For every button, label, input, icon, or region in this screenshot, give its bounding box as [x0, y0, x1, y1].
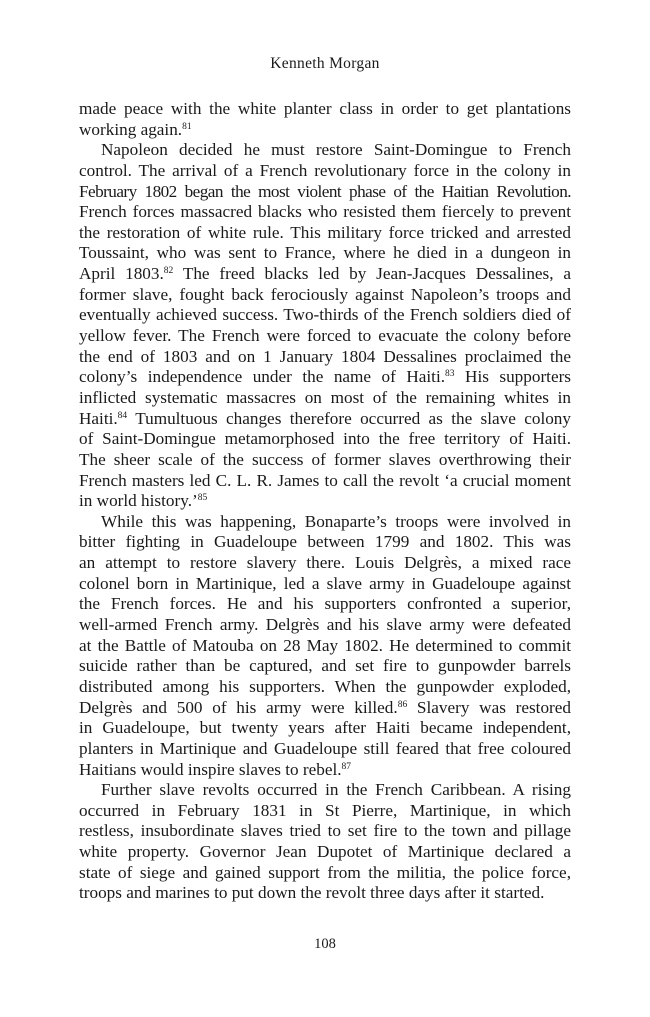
line-text: colonel born in Martinique, led a slave army in Guadeloupe against	[79, 573, 571, 593]
text-line	[79, 182, 571, 203]
text-line	[79, 842, 571, 863]
line-text: in world history.’	[79, 491, 198, 511]
line-text-continued: The freed blacks led by Jean-Jacques Dessalines, a	[173, 264, 571, 284]
body-text	[79, 99, 571, 904]
line-text: The sheer scale of the success of former slaves overthrowing their	[79, 449, 571, 469]
footnote-marker[interactable]: 82	[163, 266, 174, 277]
text-line	[79, 594, 571, 615]
text-line	[79, 532, 571, 553]
line-text: Haiti.	[79, 408, 118, 428]
line-text: state of siege and gained support from the militia, the police force,	[79, 862, 571, 882]
line-text: the end of 1803 and on 1 January 1804 Dessalines proclaimed the	[79, 346, 571, 366]
text-line	[79, 161, 571, 182]
text-line	[79, 99, 571, 120]
text-line	[79, 202, 571, 223]
text-line	[79, 347, 571, 368]
text-line	[79, 698, 571, 719]
line-text: white property. Governor Jean Dupotet of Martinique declared a	[79, 842, 571, 862]
running-head: Kenneth Morgan	[270, 55, 380, 72]
line-text: former slave, fought back ferociously against Napoleon’s troops and	[79, 284, 571, 304]
line-text: Haitians would inspire slaves to rebel.	[79, 759, 342, 779]
text-line	[79, 821, 571, 842]
text-line	[79, 718, 571, 739]
footnote-marker[interactable]: 87	[341, 761, 352, 772]
paragraph	[79, 512, 571, 780]
line-text: eventually achieved success. Two-thirds of the French soldiers died of	[79, 305, 571, 325]
line-text: the restoration of white rule. This military force tricked and arrested	[79, 222, 571, 242]
line-text: French masters led C. L. R. James to call the revolt ‘a crucial moment	[79, 470, 571, 490]
line-text: French forces massacred blacks who resisted them fiercely to prevent	[79, 202, 571, 222]
footnote-marker[interactable]: 86	[397, 699, 408, 710]
text-line	[79, 636, 571, 657]
line-text: colony’s independence under the name of Haiti.	[79, 367, 446, 387]
text-line	[79, 409, 571, 430]
text-line	[79, 305, 571, 326]
line-text: control. The arrival of a French revolutionary force in the colony in	[79, 160, 571, 180]
line-text-continued: Slavery was restored	[407, 697, 571, 717]
line-text: April 1803.	[79, 264, 164, 284]
line-text: troops and marines to put down the revolt three days after it started.	[79, 883, 545, 903]
text-line	[79, 120, 571, 141]
text-line	[79, 388, 571, 409]
line-text: Toussaint, who was sent to France, where he died in a dungeon in	[79, 243, 571, 263]
line-text: Further slave revolts occurred in the French Caribbean. A rising	[101, 780, 571, 800]
page-number: 108	[314, 936, 336, 952]
footnote-marker[interactable]: 85	[197, 493, 208, 504]
text-line	[79, 264, 571, 285]
text-line	[79, 429, 571, 450]
text-line	[79, 140, 571, 161]
line-text: While this was happening, Bonaparte’s troops were involved in	[101, 511, 571, 531]
line-text: occurred in February 1831 in St Pierre, Martinique, in which	[79, 800, 571, 820]
line-text: in Guadeloupe, but twenty years after Haiti became independent,	[79, 718, 571, 738]
line-text: well-armed French army. Delgrès and his slave army were defeated	[79, 615, 571, 635]
text-line	[79, 656, 571, 677]
footnote-marker[interactable]: 81	[182, 121, 192, 132]
paragraph	[79, 780, 571, 904]
text-line	[79, 780, 571, 801]
text-line	[79, 491, 571, 512]
text-line	[79, 223, 571, 244]
line-text: bitter fighting in Guadeloupe between 1799 and 1802. This was	[79, 532, 571, 552]
text-line	[79, 512, 571, 533]
line-text: inflicted systematic massacres on most of the remaining whites in	[79, 387, 571, 407]
text-line	[79, 615, 571, 636]
text-line	[79, 243, 571, 264]
line-text: restless, insubordinate slaves tried to set fire to the town and pillage	[79, 821, 571, 841]
line-text: Delgrès and 500 of his army were killed.	[79, 697, 398, 717]
paragraph	[79, 99, 571, 140]
text-line	[79, 367, 571, 388]
line-text: yellow fever. The French were forced to evacuate the colony before	[79, 326, 571, 346]
text-line	[79, 326, 571, 347]
line-text: Napoleon decided he must restore Saint-Domingue to French	[101, 140, 571, 160]
text-line	[79, 677, 571, 698]
text-line	[79, 450, 571, 471]
line-text: made peace with the white planter class in order to get plantations	[79, 99, 571, 118]
text-line	[79, 471, 571, 492]
text-line	[79, 553, 571, 574]
line-text: of Saint-Domingue metamorphosed into the free territory of Haiti.	[79, 429, 571, 449]
line-text: working again.	[79, 119, 183, 139]
footnote-marker[interactable]: 83	[445, 369, 455, 380]
text-line	[79, 739, 571, 760]
text-line	[79, 574, 571, 595]
paragraph	[79, 140, 571, 512]
line-text: the French forces. He and his supporters confronted a superior,	[79, 594, 571, 614]
line-text: February 1802 began the most violent phase of the Haitian Revolution.	[79, 181, 571, 201]
text-line	[79, 801, 571, 822]
line-text-continued: Tumultuous changes therefore occurred as the slave colony	[127, 408, 571, 428]
line-text: suicide rather than be captured, and set fire to gunpowder barrels	[79, 656, 571, 676]
text-line	[79, 883, 571, 904]
line-text: at the Battle of Matouba on 28 May 1802. He determined to commit	[79, 635, 571, 655]
line-text-continued: His supporters	[454, 367, 571, 387]
text-line	[79, 863, 571, 884]
line-text: distributed among his supporters. When the gunpowder exploded,	[79, 676, 571, 696]
footnote-marker[interactable]: 84	[117, 410, 128, 421]
text-line	[79, 760, 571, 781]
text-line	[79, 285, 571, 306]
line-text: an attempt to restore slavery there. Louis Delgrès, a mixed race	[79, 553, 571, 573]
line-text: planters in Martinique and Guadeloupe still feared that free coloured	[79, 738, 571, 758]
